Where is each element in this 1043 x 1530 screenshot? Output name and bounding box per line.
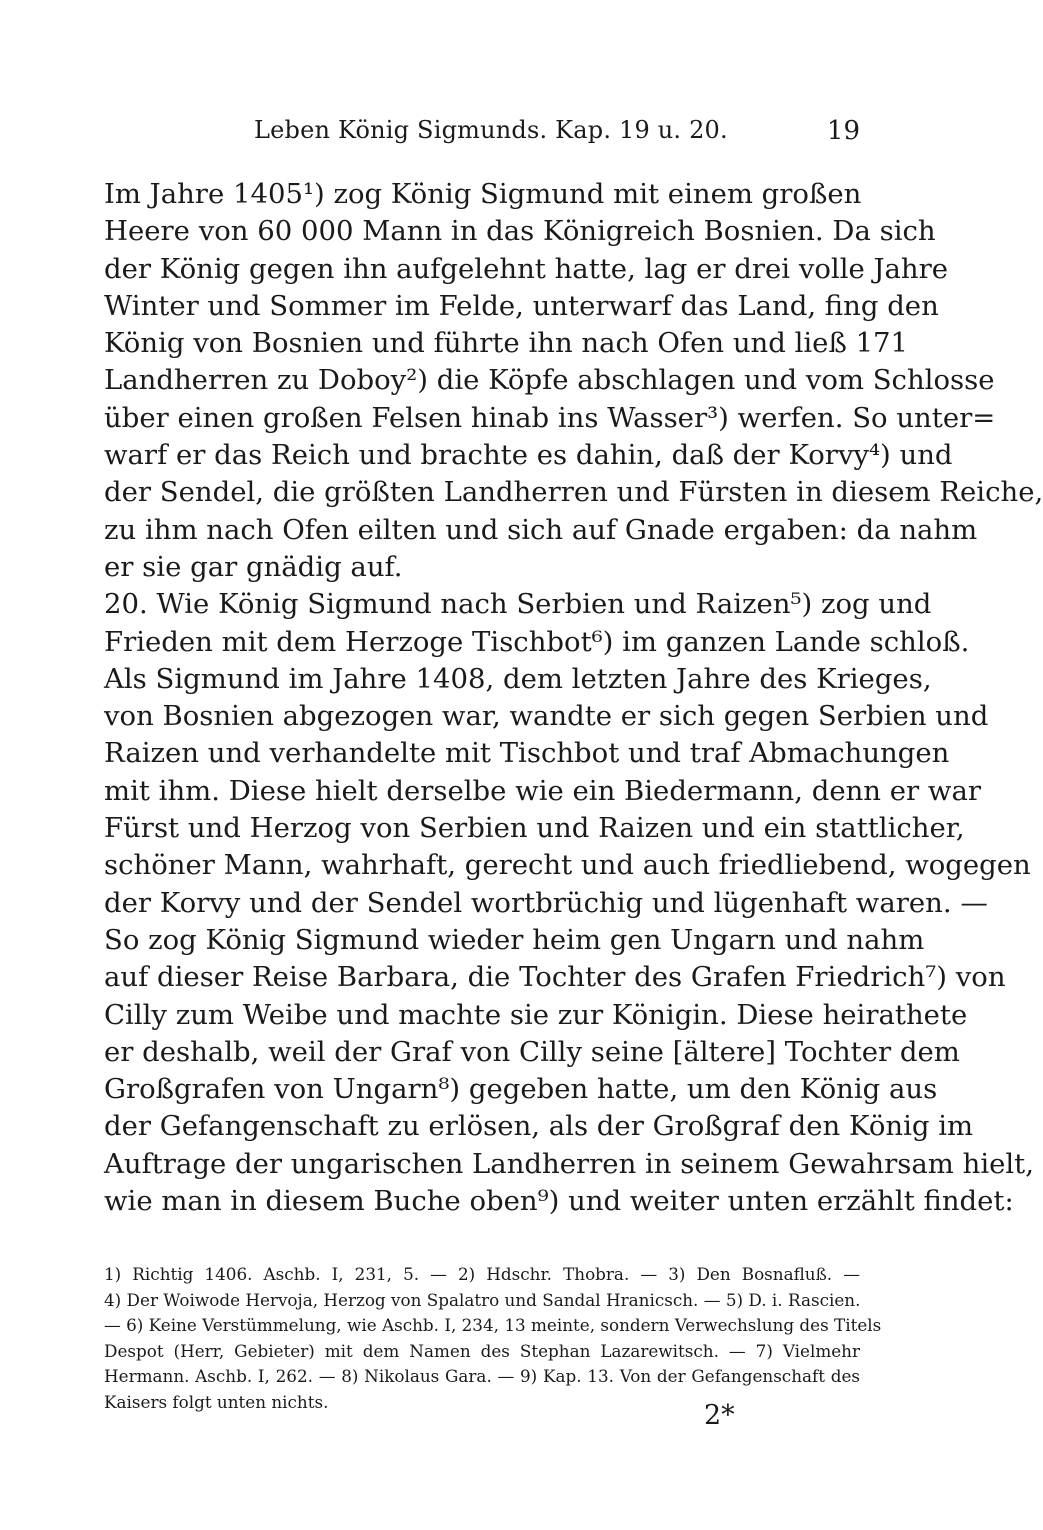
footnote-line: 1) Richtig 1406. Aschb. I, 231, 5. — 2) Hdschr. Thobra. — 3) Den Bosnafluß. — xyxy=(104,1264,860,1284)
text-line: König von Bosnien und führte ihn nach Ofen und ließ 171 xyxy=(104,327,909,360)
text-line: der König gegen ihn aufgelehnt hatte, lag er drei volle Jahre xyxy=(104,252,949,285)
footnote-line: Despot (Herr, Gebieter) mit dem Namen des Stephan Lazarewitsch. — 7) Vielmehr xyxy=(104,1340,860,1361)
page-number: 19 xyxy=(826,116,860,146)
text-line: der Korvy und der Sendel wortbrüchig und lügenhaft waren. — xyxy=(104,886,988,919)
text-line: er deshalb, weil der Graf von Cilly seine [ältere] Tochter dem xyxy=(104,1035,960,1068)
text-line: Cilly zum Weibe und machte sie zur Königin. Diese heirathete xyxy=(104,998,968,1031)
signature-mark: 2* xyxy=(704,1400,735,1431)
running-head xyxy=(104,116,860,156)
text-line: er sie gar gnädig auf. xyxy=(104,550,403,583)
footnote-line: 4) Der Woiwode Hervoja, Herzog von Spalatro und Sandal Hranicsch. — 5) D. i. Rascien. xyxy=(104,1289,861,1310)
text-line: wie man in diesem Buche oben⁹) und weiter unten erzählt findet: xyxy=(104,1185,1014,1218)
main-text xyxy=(104,176,1043,1220)
text-line: Auftrage der ungarischen Landherren in seinem Gewahrsam hielt, xyxy=(104,1147,1034,1180)
text-line: Im Jahre 1405¹) zog König Sigmund mit einem großen xyxy=(104,178,862,210)
text-line: Raizen und verhandelte mit Tischbot und traf Abmachungen xyxy=(104,737,950,770)
text-line: mit ihm. Diese hielt derselbe wie ein Biedermann, denn er war xyxy=(104,774,982,807)
text-line: Großgrafen von Ungarn⁸) gegeben hatte, um den König aus xyxy=(104,1073,938,1106)
text-line: So zog König Sigmund wieder heim gen Ungarn und nahm xyxy=(104,923,925,956)
text-line: von Bosnien abgezogen war, wandte er sich gegen Serbien und xyxy=(104,700,989,733)
text-line: warf er das Reich und brachte es dahin, daß der Korvy⁴) und xyxy=(104,439,953,472)
text-line: über einen großen Felsen hinab ins Wasser³) werfen. So unter= xyxy=(104,401,996,434)
text-line: der Sendel, die größten Landherren und Fürsten in diesem Reiche, xyxy=(104,476,1043,509)
footnote-line: Hermann. Aschb. I, 262. — 8) Nikolaus Gara. — 9) Kap. 13. Von der Gefangenschaft des xyxy=(104,1366,860,1386)
footnote-line: Kaisers folgt unten nichts. xyxy=(104,1391,329,1412)
text-line: der Gefangenschaft zu erlösen, als der Großgraf den König im xyxy=(104,1110,974,1143)
text-line: auf dieser Reise Barbara, die Tochter des Grafen Friedrich⁷) von xyxy=(104,961,1006,994)
footnotes xyxy=(104,1262,882,1415)
text-line: 20. Wie König Sigmund nach Serbien und Raizen⁵) zog und xyxy=(104,588,932,621)
text-line: Fürst und Herzog von Serbien und Raizen und ein stattlicher, xyxy=(104,812,965,845)
text-line: Frieden mit dem Herzoge Tischbot⁶) im ganzen Lande schloß. xyxy=(104,625,970,658)
text-line: zu ihm nach Ofen eilten und sich auf Gnade ergaben: da nahm xyxy=(104,513,978,546)
text-line: Landherren zu Doboy²) die Köpfe abschlagen und vom Schlosse xyxy=(104,364,995,397)
footnote-line: — 6) Keine Verstümmelung, wie Aschb. I, 234, 13 meinte, sondern Verwechslung des Titels xyxy=(104,1315,882,1335)
running-title: Leben König Sigmunds. Kap. 19 u. 20. xyxy=(254,116,728,144)
text-line: Heere von 60 000 Mann in das Königreich Bosnien. Da sich xyxy=(104,215,936,248)
text-line: Als Sigmund im Jahre 1408, dem letzten Jahre des Krieges, xyxy=(104,662,932,695)
text-line: Winter und Sommer im Felde, unterwarf das Land, fing den xyxy=(104,289,939,322)
text-line: schöner Mann, wahrhaft, gerecht und auch friedliebend, wogegen xyxy=(104,849,1031,882)
